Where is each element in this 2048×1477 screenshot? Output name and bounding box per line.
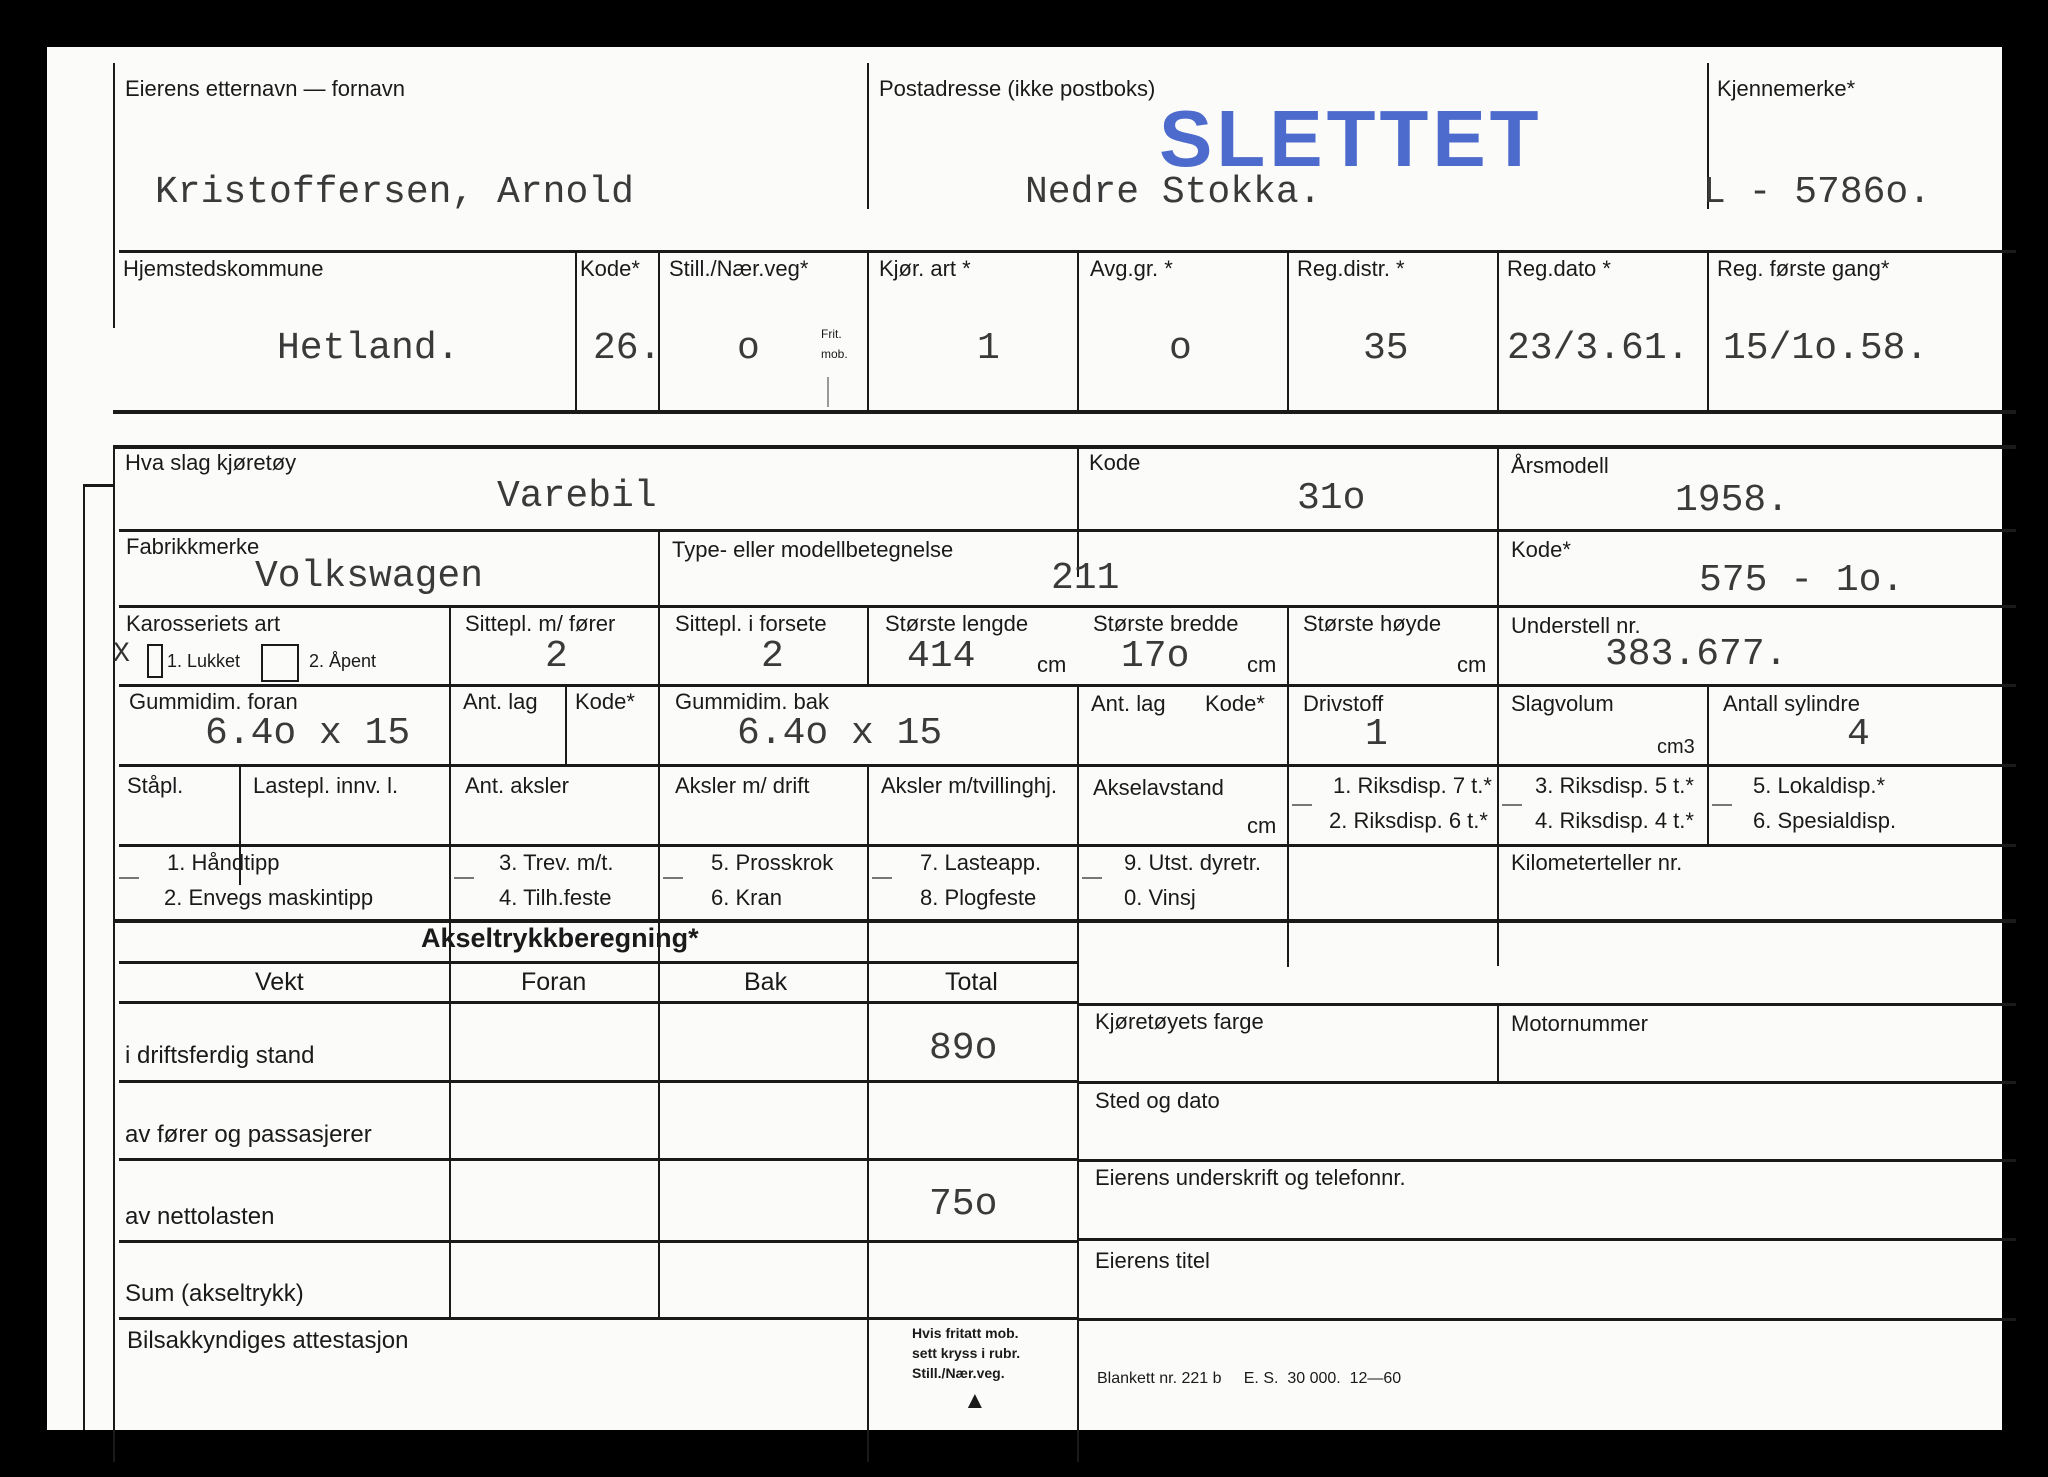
rule	[1707, 767, 1709, 845]
chassis-label: Understell nr.	[1511, 613, 1641, 638]
address-value: Nedre Stokka.	[1025, 171, 1322, 214]
vehicle-kode-label: Kode	[1089, 450, 1141, 475]
attestation-label: Bilsakkyndiges attestasjon	[127, 1327, 409, 1354]
rule	[119, 605, 2016, 608]
special-disp: 6. Spesialdisp.	[1753, 808, 1897, 833]
registration-value: L - 5786o.	[1703, 171, 1932, 214]
type-label: Type- eller modellbetegnelse	[672, 537, 954, 562]
code-label: Kode*	[580, 256, 640, 281]
axle-header-rear: Bak	[744, 968, 788, 996]
axle-row-label: i driftsferdig stand	[125, 1042, 315, 1069]
width-label: Største bredde	[1093, 611, 1239, 636]
rule	[119, 529, 2016, 532]
body-option-closed: 1. Lukket	[167, 651, 241, 671]
displacement-label: Slagvolum	[1511, 691, 1614, 716]
rule	[1287, 687, 1289, 767]
width-unit: cm	[1247, 652, 1277, 677]
tick-mark	[119, 877, 139, 879]
body-option-open: 2. Åpent	[309, 651, 377, 671]
rule	[119, 1158, 1077, 1161]
axle-header-weight: Vekt	[255, 968, 304, 996]
rule	[867, 607, 869, 687]
rule	[1287, 607, 1289, 687]
body-checkbox-open	[261, 644, 299, 682]
make-value: Volkswagen	[255, 555, 484, 598]
model-year-label: Årsmodell	[1511, 453, 1609, 478]
form-footer: Blankett nr. 221 b E. S. 30 000. 12—60	[1097, 1370, 1402, 1387]
rule	[1287, 767, 1289, 967]
height-label: Største høyde	[1303, 611, 1442, 636]
tyre-front-label: Gummidim. foran	[129, 689, 298, 714]
mob-label: mob.	[821, 347, 848, 361]
tyre-front-code-label: Kode*	[575, 689, 635, 714]
seats-front-label: Sittepl. i forsete	[675, 611, 827, 636]
opt-envegs: 2. Envegs maskintipp	[164, 885, 374, 910]
rule	[1079, 1081, 2016, 1084]
rule	[867, 767, 869, 967]
type-code-label: Kode*	[1511, 537, 1571, 562]
rule	[1079, 1003, 2016, 1006]
municipality-label: Hjemstedskommune	[123, 256, 324, 281]
rule	[1497, 447, 1499, 966]
rule	[119, 1001, 1077, 1004]
still-naer-value: o	[737, 327, 760, 370]
body-label: Karosseriets art	[126, 611, 281, 636]
cylinders-label: Antall sylindre	[1723, 691, 1860, 716]
rule	[119, 844, 2016, 847]
rule	[867, 252, 869, 412]
opt-tilh: 4. Tilh.feste	[499, 885, 612, 910]
owner-signature-label: Eierens underskrift og telefonnr.	[1095, 1165, 1406, 1190]
length-value: 414	[907, 635, 976, 678]
mob-note-line1: Hvis fritatt mob.	[912, 1325, 1019, 1341]
rule	[113, 919, 2016, 923]
reg-date-label: Reg.dato *	[1507, 256, 1611, 281]
opt-vinsj: 0. Vinsj	[1124, 885, 1196, 910]
rule	[1707, 252, 1709, 412]
rule	[83, 485, 85, 1430]
axle-row-total: 89o	[929, 1027, 998, 1070]
rule	[1079, 1318, 2016, 1321]
rule	[867, 963, 869, 1462]
rule	[119, 764, 2016, 767]
reg-district-value: 35	[1363, 327, 1409, 370]
displacement-unit: cm3	[1657, 736, 1695, 758]
color-label: Kjøretøyets farge	[1095, 1009, 1264, 1034]
vehicle-kind-value: Varebil	[497, 475, 657, 518]
rule	[1287, 252, 1289, 412]
tick-mark	[454, 877, 474, 879]
reg-date-value: 23/3.61.	[1507, 327, 1690, 370]
riksdisp-1: 1. Riksdisp. 7 t.*	[1333, 773, 1492, 798]
rule	[827, 377, 829, 407]
tyre-rear-code-label: Kode*	[1205, 691, 1265, 716]
place-date-label: Sted og dato	[1095, 1088, 1220, 1113]
length-label: Største lengde	[885, 611, 1029, 636]
model-year-value: 1958.	[1675, 479, 1790, 522]
seats-driver-label: Sittepl. m/ fører	[465, 611, 616, 636]
riksdisp-3: 3. Riksdisp. 5 t.*	[1535, 773, 1694, 798]
vehicle-category-label: Kjør. art *	[879, 256, 971, 281]
opt-prosskrok: 5. Prosskrok	[711, 850, 834, 875]
tick-mark	[1082, 877, 1102, 879]
code-value: 26.	[593, 327, 662, 370]
driven-axles-label: Aksler m/ drift	[675, 773, 810, 798]
opt-utst: 9. Utst. dyretr.	[1124, 850, 1261, 875]
seats-front-value: 2	[761, 635, 784, 678]
owner-title-label: Eierens titel	[1095, 1248, 1210, 1273]
frit-label: Frit.	[821, 327, 842, 341]
vehicle-kode-value: 31o	[1297, 477, 1366, 520]
rule	[1079, 1238, 2016, 1241]
type-value: 211	[1051, 557, 1120, 600]
tick-mark	[1502, 804, 1522, 806]
fuel-value: 1	[1365, 713, 1388, 756]
rule	[1707, 687, 1709, 767]
opt-handtipp: 1. Håndtipp	[167, 850, 280, 875]
registration-card	[47, 47, 2002, 1430]
fee-group-value: o	[1169, 327, 1192, 370]
still-naer-label: Still./Nær.veg*	[669, 256, 809, 281]
rule	[449, 963, 451, 1319]
type-code-value: 575 - 1o.	[1699, 559, 1905, 602]
rule	[575, 252, 577, 412]
arrow-up-icon: ▲	[963, 1387, 987, 1414]
standing-label: Ståpl.	[127, 773, 184, 798]
opt-trev: 3. Trev. m/t.	[499, 850, 614, 875]
rule	[113, 63, 115, 328]
riksdisp-2: 2. Riksdisp. 6 t.*	[1329, 808, 1488, 833]
rule	[1079, 1159, 2016, 1162]
vehicle-category-value: 1	[977, 327, 1000, 370]
wheelbase-label: Akselavstand	[1093, 775, 1224, 800]
rule	[1497, 252, 1499, 412]
motor-number-label: Motornummer	[1511, 1011, 1648, 1036]
opt-plogfeste: 8. Plogfeste	[920, 885, 1037, 910]
tyre-rear-label: Gummidim. bak	[675, 689, 830, 714]
height-unit: cm	[1457, 652, 1487, 677]
axle-header-total: Total	[945, 968, 998, 996]
owner-value: Kristoffersen, Arnold	[155, 171, 634, 214]
first-reg-label: Reg. første gang*	[1717, 256, 1890, 281]
registration-label: Kjennemerke*	[1717, 76, 1856, 101]
municipality-value: Hetland.	[277, 327, 460, 370]
tick-mark	[1712, 804, 1732, 806]
axle-row-total: 75o	[929, 1183, 998, 1226]
rule	[1077, 252, 1079, 412]
address-label: Postadresse (ikke postboks)	[879, 76, 1156, 101]
axle-row-label: av nettolasten	[125, 1203, 275, 1230]
rule	[1497, 1005, 1499, 1083]
axle-header-front: Foran	[521, 968, 587, 996]
ply-front-label: Ant. lag	[463, 689, 538, 714]
make-label: Fabrikkmerke	[126, 534, 260, 559]
width-value: 17o	[1121, 635, 1190, 678]
axle-row-label: Sum (akseltrykk)	[125, 1280, 304, 1307]
tyre-rear-value: 6.4o x 15	[737, 712, 943, 755]
vehicle-kind-label: Hva slag kjøretøy	[125, 450, 297, 475]
body-checkbox-closed	[147, 644, 163, 678]
tyre-front-value: 6.4o x 15	[205, 712, 411, 755]
chassis-value: 383.677.	[1605, 633, 1788, 676]
rule	[658, 963, 660, 1319]
riksdisp-4: 4. Riksdisp. 4 t.*	[1535, 808, 1694, 833]
body-mark: X	[113, 639, 130, 670]
rule	[565, 687, 567, 767]
rule	[83, 484, 113, 487]
rule	[119, 1080, 1077, 1083]
opt-lasteapp: 7. Lasteapp.	[920, 850, 1042, 875]
mob-note-line3: Still./Nær.veg.	[912, 1365, 1005, 1381]
tick-mark	[663, 877, 683, 879]
rule	[113, 445, 2016, 449]
rule	[113, 445, 115, 1462]
rule	[867, 63, 869, 209]
rule	[119, 961, 1077, 964]
seats-driver-value: 2	[545, 635, 568, 678]
rule	[113, 410, 2016, 414]
mob-note-line2: sett kryss i rubr.	[912, 1345, 1021, 1361]
opt-kran: 6. Kran	[711, 885, 782, 910]
ply-rear-label: Ant. lag	[1091, 691, 1166, 716]
owner-label: Eierens etternavn — fornavn	[125, 76, 406, 101]
reg-district-label: Reg.distr. *	[1297, 256, 1405, 281]
rule	[1077, 687, 1079, 767]
wheelbase-unit: cm	[1247, 813, 1277, 838]
twin-axles-label: Aksler m/tvillinghj.	[881, 773, 1058, 798]
axle-row-label: av fører og passasjerer	[125, 1121, 372, 1148]
tick-mark	[872, 877, 892, 879]
rule	[119, 684, 2016, 687]
cylinders-value: 4	[1847, 713, 1870, 756]
axles-label: Ant. aksler	[465, 773, 569, 798]
fee-group-label: Avg.gr. *	[1090, 256, 1173, 281]
rule	[119, 1317, 1077, 1320]
rule	[119, 1240, 1077, 1243]
rule	[658, 531, 660, 967]
rule	[119, 250, 2016, 253]
odometer-label: Kilometerteller nr.	[1511, 850, 1683, 875]
axle-table-title: Akseltrykkberegning*	[421, 923, 699, 953]
local-disp: 5. Lokaldisp.*	[1753, 773, 1886, 798]
length-unit: cm	[1037, 652, 1067, 677]
tick-mark	[1292, 804, 1312, 806]
fuel-label: Drivstoff	[1303, 691, 1384, 716]
first-reg-value: 15/1o.58.	[1723, 327, 1929, 370]
cargo-length-label: Lastepl. innv. l.	[253, 773, 399, 798]
deleted-stamp: SLETTET	[1159, 94, 1543, 183]
